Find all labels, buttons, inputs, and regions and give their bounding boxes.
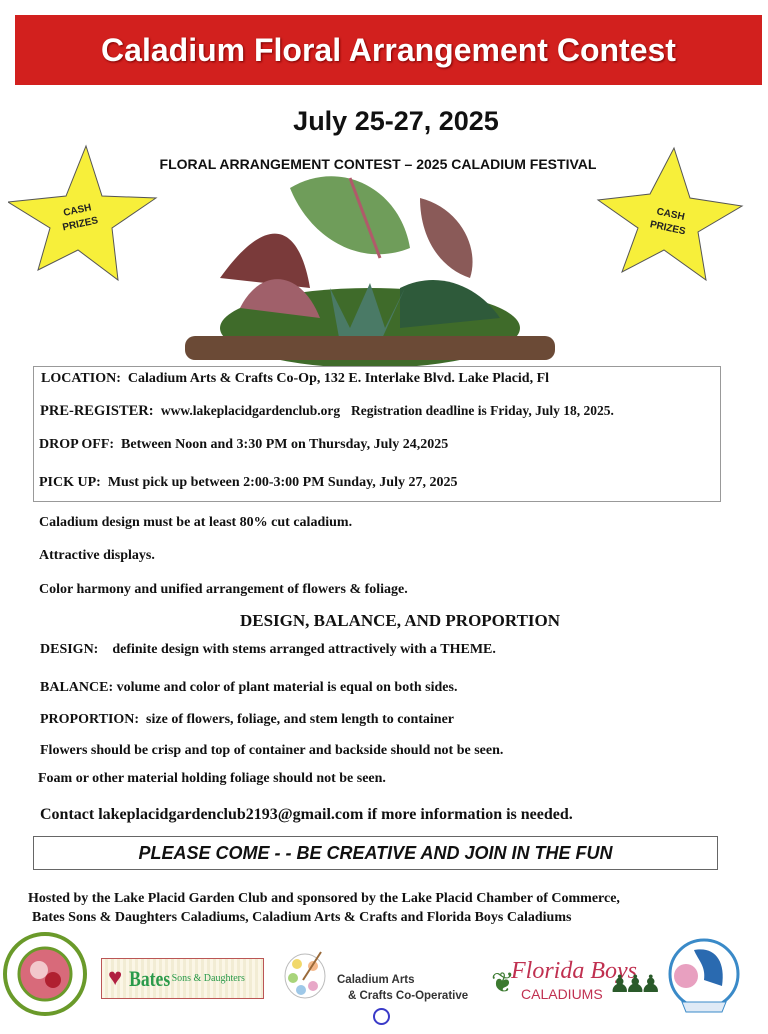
- hosted-line: Hosted by the Lake Placid Garden Club and sponsored by the Lake Placid Chamber of Commerce,: [28, 891, 620, 906]
- contact-line: Contact lakeplacidgardenclub2193@gmail.com if more information is needed.: [40, 806, 573, 823]
- title-banner: [15, 15, 762, 85]
- criteria-line: Foam or other material holding foliage should not be seen.: [38, 771, 386, 786]
- preregister-link[interactable]: www.lakeplacidgardenclub.org: [160, 403, 341, 418]
- pickup-label: PICK UP:: [39, 475, 101, 490]
- subtitle: FLORAL ARRANGEMENT CONTEST – 2025 CALADIUM FESTIVAL: [159, 156, 597, 172]
- criteria-line: DESIGN: definite design with stems arranged attractively with a THEME.: [40, 642, 496, 657]
- florida-boys-logo: [491, 958, 656, 1008]
- hosted-line: Bates Sons & Daughters Caladiums, Caladium Arts & Crafts and Florida Boys Caladiums: [32, 910, 572, 925]
- location-label: LOCATION:: [41, 371, 121, 386]
- page-title: Caladium Floral Arrangement Contest: [101, 31, 676, 68]
- event-info-box: [33, 366, 721, 502]
- star-text: CASH: [655, 206, 686, 223]
- criteria-line: Flowers should be crisp and top of container and backside should not be seen.: [40, 743, 504, 758]
- location-value: Caladium Arts & Crafts Co-Op, 132 E. Interlake Blvd. Lake Placid, Fl: [127, 371, 550, 386]
- dropoff-label: DROP OFF:: [39, 437, 115, 452]
- heart-icon: ♥: [108, 965, 123, 991]
- cash-prizes-star-right: [594, 146, 744, 286]
- chamber-of-commerce-logo: [664, 936, 744, 1016]
- bates-logo: [101, 958, 264, 999]
- event-date: July 25-27, 2025: [293, 106, 499, 136]
- star-text: PRIZES: [61, 215, 100, 234]
- rule-line: Attractive displays.: [39, 548, 155, 563]
- star-text: CASH: [62, 202, 93, 219]
- florida-boys-subtext: CALADIUMS: [521, 986, 603, 1002]
- rule-line: Color harmony and unified arrangement of flowers & foliage.: [39, 582, 408, 597]
- preregister-row: [40, 403, 614, 420]
- criteria-line: BALANCE: volume and color of plant material is equal on both sides.: [40, 680, 458, 695]
- arts-crafts-line2: & Crafts Co-Operative: [348, 990, 469, 1002]
- location-row: [41, 371, 549, 387]
- dropoff-row: [39, 437, 448, 453]
- bates-logo-text: Bates: [129, 965, 171, 991]
- pickup-value: Must pick up between 2:00-3:00 PM Sunday, July 27, 2025: [107, 475, 458, 490]
- circle-cursor-icon[interactable]: [373, 1008, 390, 1025]
- call-to-action: PLEASE COME - - BE CREATIVE AND JOIN IN THE FUN: [138, 842, 613, 863]
- preregister-label: PRE-REGISTER:: [40, 403, 154, 419]
- palette-icon: [281, 950, 331, 1000]
- criteria-heading: DESIGN, BALANCE, AND PROPORTION: [239, 611, 561, 630]
- star-text: PRIZES: [648, 219, 687, 238]
- leaf-icon: ❦: [491, 968, 515, 999]
- garden-club-logo: [3, 932, 87, 1016]
- cash-prizes-star-left: [8, 142, 158, 282]
- rule-line: Caladium design must be at least 80% cut caladium.: [39, 515, 353, 530]
- arts-crafts-line1: Caladium Arts: [337, 974, 415, 986]
- registration-deadline: Registration deadline is Friday, July 18, 2025.: [351, 403, 614, 418]
- family-icon: ♟♟♟: [609, 972, 656, 998]
- bates-logo-subtext: Sons & Daughters: [171, 973, 245, 984]
- dropoff-value: Between Noon and 3:30 PM on Thursday, July 24,2025: [121, 437, 449, 452]
- arts-crafts-logo: [337, 972, 468, 1004]
- floral-arrangement-image: [180, 168, 560, 368]
- criteria-line: PROPORTION: size of flowers, foliage, and stem length to container: [40, 712, 455, 727]
- florida-boys-text: Florida Boys: [511, 958, 637, 984]
- call-to-action-box: [33, 836, 718, 870]
- pickup-row: [39, 475, 457, 491]
